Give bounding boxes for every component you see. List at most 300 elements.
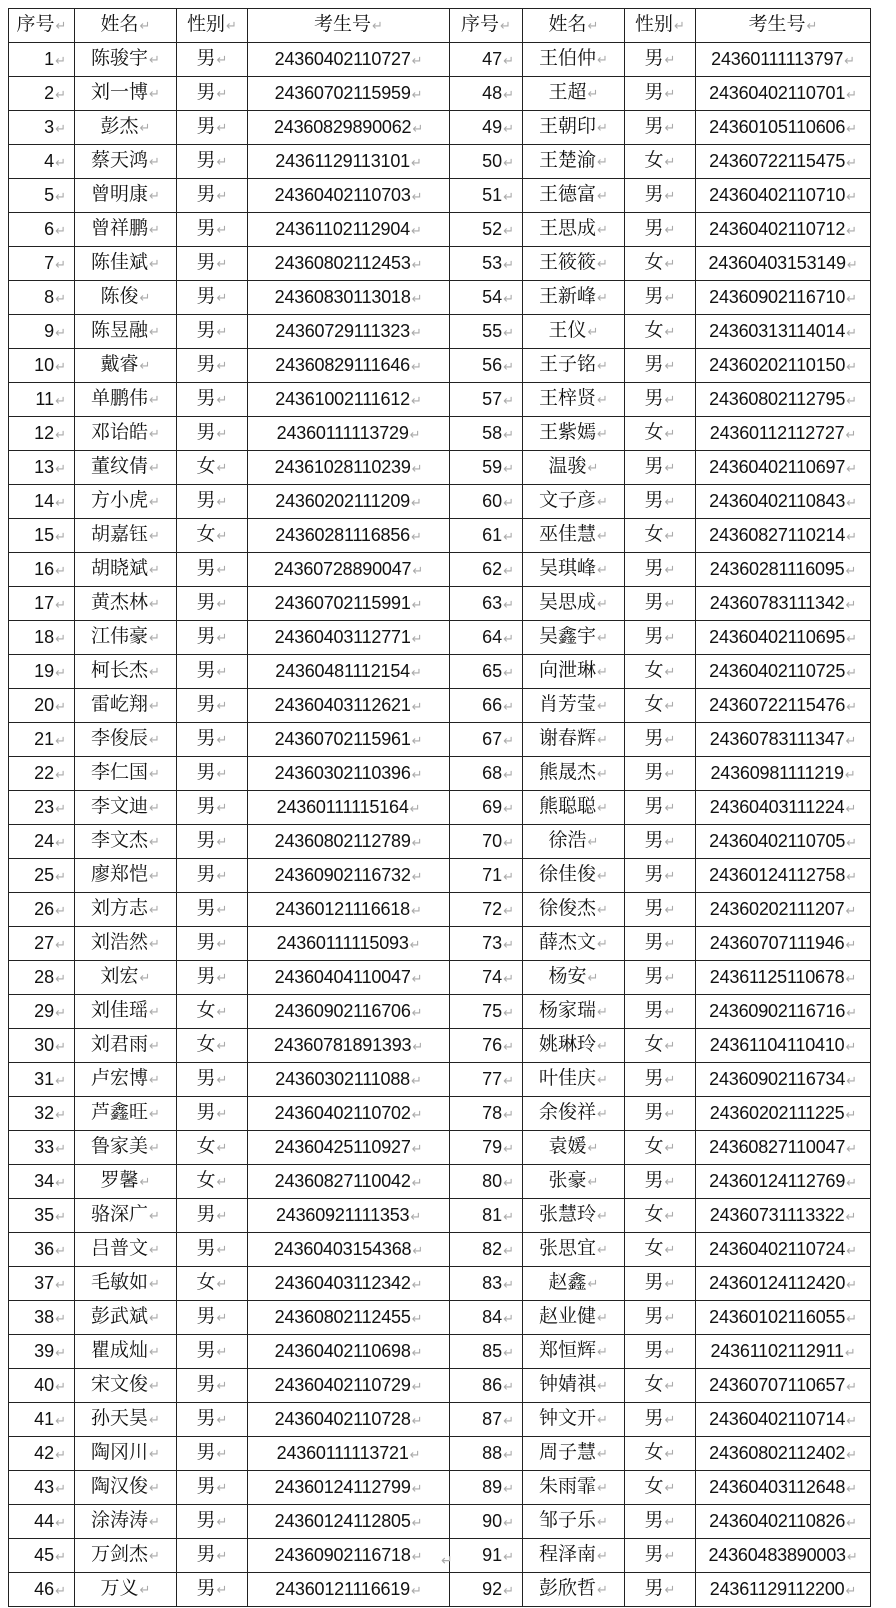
seq-cell xyxy=(450,1437,523,1471)
paragraph-mark-icon: ↵ xyxy=(216,733,228,748)
paragraph-mark-icon: ↵ xyxy=(216,325,228,340)
name-cell xyxy=(75,553,177,587)
paragraph-mark-icon: ↵ xyxy=(55,902,66,918)
exam-id-cell xyxy=(248,1233,450,1267)
exam-id-cell xyxy=(248,315,450,349)
seq-cell xyxy=(450,111,523,145)
table-row xyxy=(9,1267,871,1301)
cell-text: 87 xyxy=(482,1408,503,1429)
paragraph-mark-icon: ↵ xyxy=(846,1310,857,1326)
paragraph-mark-icon: ↵ xyxy=(846,1480,857,1496)
gender-cell xyxy=(177,145,248,179)
cell-text: 彭欣哲 xyxy=(539,1577,597,1599)
seq-cell xyxy=(450,1471,523,1505)
gender-cell xyxy=(625,825,696,859)
cell-text: 男 xyxy=(196,1305,216,1327)
paragraph-mark-icon: ↵ xyxy=(846,630,857,646)
cell-text: 24360403112621 xyxy=(274,694,411,715)
cell-text: 男 xyxy=(196,285,216,307)
paragraph-mark-icon: ↵ xyxy=(503,426,514,442)
gender-cell xyxy=(625,519,696,553)
paragraph-mark-icon: ↵ xyxy=(503,392,514,408)
cell-text: 王筱筱 xyxy=(539,251,597,273)
paragraph-mark-icon: ↵ xyxy=(216,563,228,578)
exam-id-cell xyxy=(248,1063,450,1097)
gender-cell xyxy=(625,553,696,587)
seq-cell xyxy=(450,213,523,247)
gender-cell xyxy=(625,1267,696,1301)
cell-text: 男 xyxy=(196,1373,216,1395)
cell-text: 24360829111646 xyxy=(275,354,410,375)
header-cell xyxy=(177,9,248,43)
table-row xyxy=(9,1131,871,1165)
paragraph-mark-icon: ↵ xyxy=(216,835,228,850)
cell-text: 24360402110826 xyxy=(709,1510,846,1531)
cell-text: 男 xyxy=(644,489,664,511)
cell-text: 王思成 xyxy=(539,217,597,239)
cell-text: 男 xyxy=(196,319,216,341)
seq-cell xyxy=(9,349,75,383)
gender-cell xyxy=(625,961,696,995)
cell-text: 刘一博 xyxy=(91,81,149,103)
gender-cell xyxy=(625,1539,696,1573)
cell-text: 男 xyxy=(196,1543,216,1565)
name-cell xyxy=(523,77,625,111)
table-row xyxy=(9,315,871,349)
paragraph-mark-icon: ↵ xyxy=(845,800,857,816)
gender-cell xyxy=(625,349,696,383)
cell-text: 男 xyxy=(196,829,216,851)
paragraph-mark-icon: ↵ xyxy=(503,1038,514,1054)
header-cell xyxy=(248,9,450,43)
paragraph-mark-icon: ↵ xyxy=(845,426,857,442)
cell-text: 24360481112154 xyxy=(275,660,410,681)
gender-cell xyxy=(177,859,248,893)
name-cell xyxy=(75,621,177,655)
gender-cell xyxy=(625,43,696,77)
paragraph-mark-icon: ↵ xyxy=(806,19,818,34)
cell-text: 24360402110728 xyxy=(274,1408,411,1429)
gender-cell xyxy=(177,1301,248,1335)
seq-cell xyxy=(450,587,523,621)
cell-text: 女 xyxy=(196,1271,216,1293)
cell-text: 77 xyxy=(482,1068,503,1089)
paragraph-mark-icon: ↵ xyxy=(411,698,423,714)
paragraph-mark-icon: ↵ xyxy=(664,427,676,442)
cell-text: 刘方志 xyxy=(91,897,149,919)
seq-cell xyxy=(9,417,75,451)
gender-cell xyxy=(177,247,248,281)
cell-text: 75 xyxy=(482,1000,503,1021)
paragraph-mark-icon: ↵ xyxy=(216,1039,228,1054)
seq-cell xyxy=(450,77,523,111)
paragraph-mark-icon: ↵ xyxy=(846,494,857,510)
table-row xyxy=(9,791,871,825)
cell-text: 37 xyxy=(34,1272,55,1293)
paragraph-mark-icon: ↵ xyxy=(149,1447,160,1462)
cell-text: 赵业健 xyxy=(539,1305,597,1327)
paragraph-mark-icon: ↵ xyxy=(55,426,66,442)
cell-text: 89 xyxy=(482,1476,503,1497)
cell-text: 男 xyxy=(644,387,664,409)
paragraph-mark-icon: ↵ xyxy=(503,1208,514,1224)
table-row xyxy=(9,995,871,1029)
paragraph-mark-icon: ↵ xyxy=(846,1514,857,1530)
paragraph-mark-icon: ↵ xyxy=(149,563,160,578)
seq-cell xyxy=(9,77,75,111)
cell-text: 6 xyxy=(44,218,55,239)
table-row xyxy=(9,1505,871,1539)
table-row xyxy=(9,247,871,281)
paragraph-mark-icon: ↵ xyxy=(664,257,676,272)
paragraph-mark-icon: ↵ xyxy=(664,971,676,986)
name-cell xyxy=(75,1301,177,1335)
gender-cell xyxy=(177,1131,248,1165)
paragraph-mark-icon: ↵ xyxy=(664,325,676,340)
seq-cell xyxy=(9,689,75,723)
paragraph-mark-icon: ↵ xyxy=(411,86,423,102)
cell-text: 24360105110606 xyxy=(709,116,846,137)
paragraph-mark-icon: ↵ xyxy=(503,1378,514,1394)
cell-text: 91 xyxy=(482,1544,503,1565)
paragraph-mark-icon: ↵ xyxy=(597,393,608,408)
paragraph-mark-icon: ↵ xyxy=(597,1481,608,1496)
cell-text: 男 xyxy=(196,1339,216,1361)
paragraph-mark-icon: ↵ xyxy=(149,1345,160,1360)
exam-id-cell xyxy=(248,1573,450,1607)
cell-text: 27 xyxy=(34,932,55,953)
cell-text: 男 xyxy=(196,761,216,783)
seq-cell xyxy=(450,247,523,281)
cell-text: 24360403111224 xyxy=(709,796,845,817)
name-cell xyxy=(523,1199,625,1233)
cell-text: 男 xyxy=(644,1577,664,1599)
gender-cell xyxy=(177,1267,248,1301)
cell-text: 男 xyxy=(196,81,216,103)
gender-cell xyxy=(177,519,248,553)
paragraph-mark-icon: ↵ xyxy=(412,120,424,136)
cell-text: 24360902116734 xyxy=(709,1068,846,1089)
paragraph-mark-icon: ↵ xyxy=(597,1549,608,1564)
paragraph-mark-icon: ↵ xyxy=(149,903,160,918)
cell-text: 60 xyxy=(482,490,503,511)
paragraph-mark-icon: ↵ xyxy=(149,427,160,442)
paragraph-mark-icon: ↵ xyxy=(597,1447,608,1462)
cell-text: 女 xyxy=(644,1135,664,1157)
name-cell xyxy=(523,247,625,281)
cell-text: 男 xyxy=(196,625,216,647)
paragraph-mark-icon: ↵ xyxy=(503,52,514,68)
paragraph-mark-icon: ↵ xyxy=(55,970,66,986)
name-cell xyxy=(523,961,625,995)
name-cell xyxy=(75,859,177,893)
paragraph-mark-icon: ↵ xyxy=(216,665,228,680)
cell-text: 24360402110725 xyxy=(709,660,846,681)
name-cell xyxy=(75,1233,177,1267)
table-row xyxy=(9,1029,871,1063)
paragraph-mark-icon: ↵ xyxy=(55,52,66,68)
paragraph-mark-icon: ↵ xyxy=(216,1379,228,1394)
seq-cell xyxy=(450,1403,523,1437)
seq-cell xyxy=(9,1233,75,1267)
exam-id-cell xyxy=(248,723,450,757)
paragraph-mark-icon: ↵ xyxy=(503,1140,514,1156)
header-cell xyxy=(9,9,75,43)
paragraph-mark-icon: ↵ xyxy=(139,291,151,306)
cell-text: 49 xyxy=(482,116,503,137)
name-cell xyxy=(523,1471,625,1505)
paragraph-mark-icon: ↵ xyxy=(410,1582,422,1598)
gender-cell xyxy=(177,111,248,145)
name-cell xyxy=(523,519,625,553)
seq-cell xyxy=(9,927,75,961)
gender-cell xyxy=(177,1539,248,1573)
paragraph-mark-icon: ↵ xyxy=(149,835,160,850)
cell-text: 男 xyxy=(644,285,664,307)
cell-text: 女 xyxy=(644,659,664,681)
cell-text: 万义 xyxy=(100,1577,139,1599)
gender-cell xyxy=(177,349,248,383)
header-label: 考生号 xyxy=(314,13,372,35)
seq-cell xyxy=(9,1029,75,1063)
paragraph-mark-icon: ↵ xyxy=(597,869,608,884)
table-row xyxy=(9,587,871,621)
seq-cell xyxy=(9,1403,75,1437)
cell-text: 薛杰文 xyxy=(539,931,597,953)
paragraph-mark-icon: ↵ xyxy=(55,1140,66,1156)
paragraph-mark-icon: ↵ xyxy=(664,393,676,408)
cell-text: 24360902116710 xyxy=(709,286,846,307)
seq-cell xyxy=(450,1539,523,1573)
cell-text: 25 xyxy=(34,864,55,885)
paragraph-mark-icon: ↵ xyxy=(664,699,676,714)
cell-text: 86 xyxy=(482,1374,503,1395)
cell-text: 董纹倩 xyxy=(91,455,149,477)
cell-text: 36 xyxy=(34,1238,55,1259)
gender-cell xyxy=(625,179,696,213)
table-row xyxy=(9,893,871,927)
cell-text: 男 xyxy=(196,251,216,273)
paragraph-mark-icon: ↵ xyxy=(503,1548,514,1564)
paragraph-mark-icon: ↵ xyxy=(410,1208,422,1224)
paragraph-mark-icon: ↵ xyxy=(55,1106,66,1122)
paragraph-mark-icon: ↵ xyxy=(55,562,66,578)
paragraph-mark-icon: ↵ xyxy=(410,528,422,544)
paragraph-mark-icon: ↵ xyxy=(149,53,160,68)
seq-cell xyxy=(9,315,75,349)
cell-text: 柯长杰 xyxy=(91,659,149,681)
student-list-table xyxy=(8,8,871,1607)
paragraph-mark-icon: ↵ xyxy=(846,256,858,272)
cell-text: 巫佳慧 xyxy=(539,523,597,545)
exam-id-cell xyxy=(248,927,450,961)
cell-text: 24360402110705 xyxy=(709,830,846,851)
cell-text: 男 xyxy=(644,1169,664,1191)
cell-text: 2 xyxy=(44,82,55,103)
cell-text: 88 xyxy=(482,1442,503,1463)
cell-text: 32 xyxy=(34,1102,55,1123)
name-cell xyxy=(523,825,625,859)
paragraph-mark-icon: ↵ xyxy=(503,664,514,680)
name-cell xyxy=(523,43,625,77)
paragraph-mark-icon: ↵ xyxy=(597,121,608,136)
gender-cell xyxy=(625,1301,696,1335)
cell-text: 男 xyxy=(196,421,216,443)
gender-cell xyxy=(177,1369,248,1403)
paragraph-mark-icon: ↵ xyxy=(55,1582,66,1598)
cell-text: 24360111113797 xyxy=(711,48,844,69)
gender-cell xyxy=(177,451,248,485)
exam-id-cell xyxy=(696,145,871,179)
paragraph-mark-icon: ↵ xyxy=(845,970,857,986)
paragraph-mark-icon: ↵ xyxy=(503,154,514,170)
name-cell xyxy=(75,1063,177,1097)
cell-text: 24360781891393 xyxy=(273,1034,412,1055)
table-row xyxy=(9,1199,871,1233)
paragraph-mark-icon: ↵ xyxy=(587,835,599,850)
exam-id-cell xyxy=(248,961,450,995)
name-cell xyxy=(523,1301,625,1335)
name-cell xyxy=(523,1029,625,1063)
seq-cell xyxy=(450,961,523,995)
paragraph-mark-icon: ↵ xyxy=(216,869,228,884)
seq-cell xyxy=(450,791,523,825)
cell-text: 王新峰 xyxy=(539,285,597,307)
name-cell xyxy=(523,451,625,485)
cell-text: 24360802112789 xyxy=(274,830,411,851)
name-cell xyxy=(75,1471,177,1505)
cell-text: 24360802112453 xyxy=(274,252,411,273)
cell-text: 王紫嫣 xyxy=(539,421,597,443)
cell-text: 1 xyxy=(44,48,55,69)
paragraph-mark-icon: ↵ xyxy=(846,528,857,544)
cell-text: 吴琪峰 xyxy=(539,557,597,579)
seq-cell xyxy=(450,145,523,179)
cell-text: 徐佳俊 xyxy=(539,863,597,885)
paragraph-mark-icon: ↵ xyxy=(149,631,160,646)
cell-text: 24360281116856 xyxy=(275,524,410,545)
cell-text: 男 xyxy=(644,829,664,851)
table-row xyxy=(9,825,871,859)
seq-cell xyxy=(9,179,75,213)
cell-text: 文子彦 xyxy=(539,489,597,511)
paragraph-mark-icon: ↵ xyxy=(597,427,608,442)
cell-text: 男 xyxy=(196,931,216,953)
paragraph-mark-icon: ↵ xyxy=(149,597,160,612)
name-cell xyxy=(523,1233,625,1267)
cell-text: 45 xyxy=(34,1544,55,1565)
paragraph-mark-icon: ↵ xyxy=(410,902,422,918)
cell-text: 24360830113018 xyxy=(274,286,411,307)
paragraph-mark-icon: ↵ xyxy=(412,1242,424,1258)
name-cell xyxy=(523,145,625,179)
exam-id-cell xyxy=(696,757,871,791)
cell-text: 19 xyxy=(34,660,55,681)
exam-id-cell xyxy=(696,417,871,451)
gender-cell xyxy=(177,961,248,995)
gender-cell xyxy=(625,1063,696,1097)
paragraph-mark-icon: ↵ xyxy=(503,698,514,714)
cell-text: 王朝印 xyxy=(539,115,597,137)
cell-text: 男 xyxy=(196,795,216,817)
cell-text: 男 xyxy=(196,183,216,205)
paragraph-mark-icon: ↵ xyxy=(664,87,676,102)
paragraph-mark-icon: ↵ xyxy=(845,732,857,748)
paragraph-mark-icon: ↵ xyxy=(139,121,151,136)
paragraph-mark-icon: ↵ xyxy=(597,155,608,170)
paragraph-mark-icon: ↵ xyxy=(149,1311,160,1326)
paragraph-mark-icon: ↵ xyxy=(846,86,857,102)
paragraph-mark-icon: ↵ xyxy=(597,801,608,816)
paragraph-mark-icon: ↵ xyxy=(216,1583,228,1598)
seq-cell xyxy=(9,1573,75,1607)
paragraph-mark-icon: ↵ xyxy=(410,1072,422,1088)
cell-text: 24360404110047 xyxy=(274,966,411,987)
cell-text: 王德富 xyxy=(539,183,597,205)
name-cell xyxy=(75,1165,177,1199)
cell-text: 92 xyxy=(482,1578,503,1599)
cell-text: 陈骏宇 xyxy=(91,47,149,69)
paragraph-mark-icon: ↵ xyxy=(55,596,66,612)
seq-cell xyxy=(450,1029,523,1063)
cell-text: 男 xyxy=(644,1101,664,1123)
gender-cell xyxy=(625,1097,696,1131)
cell-text: 曾明康 xyxy=(91,183,149,205)
cell-text: 24360111115093 xyxy=(276,932,409,953)
seq-cell xyxy=(450,1573,523,1607)
cell-text: 戴睿 xyxy=(100,353,139,375)
seq-cell xyxy=(9,213,75,247)
cell-text: 余俊祥 xyxy=(539,1101,597,1123)
cell-text: 女 xyxy=(196,1135,216,1157)
cell-text: 男 xyxy=(644,1067,664,1089)
cell-text: 63 xyxy=(482,592,503,613)
table-row xyxy=(9,1301,871,1335)
seq-cell xyxy=(450,859,523,893)
seq-cell xyxy=(9,145,75,179)
name-cell xyxy=(523,179,625,213)
paragraph-mark-icon: ↵ xyxy=(846,1276,857,1292)
paragraph-mark-icon: ↵ xyxy=(139,359,151,374)
seq-cell xyxy=(450,315,523,349)
seq-cell xyxy=(450,1335,523,1369)
seq-cell xyxy=(450,1131,523,1165)
paragraph-mark-icon: ↵ xyxy=(664,189,676,204)
paragraph-mark-icon: ↵ xyxy=(216,495,228,510)
paragraph-mark-icon: ↵ xyxy=(664,1175,676,1190)
cell-text: 24360402110710 xyxy=(709,184,846,205)
paragraph-mark-icon: ↵ xyxy=(846,460,857,476)
paragraph-mark-icon: ↵ xyxy=(411,1514,423,1530)
header-label: 序号 xyxy=(16,13,55,35)
paragraph-mark-icon: ↵ xyxy=(411,834,423,850)
name-cell xyxy=(523,1403,625,1437)
paragraph-mark-icon: ↵ xyxy=(597,903,608,918)
cell-text: 赵鑫 xyxy=(548,1271,587,1293)
cell-text: 钟婧祺 xyxy=(539,1373,597,1395)
seq-cell xyxy=(9,723,75,757)
cell-text: 男 xyxy=(196,1237,216,1259)
cell-text: 24360403154368 xyxy=(273,1238,412,1259)
paragraph-mark-icon: ↵ xyxy=(503,1344,514,1360)
paragraph-mark-icon: ↵ xyxy=(844,1344,856,1360)
name-cell xyxy=(523,995,625,1029)
cell-text: 22 xyxy=(34,762,55,783)
paragraph-mark-icon: ↵ xyxy=(216,1243,228,1258)
cell-text: 杨安 xyxy=(548,965,587,987)
seq-cell xyxy=(450,519,523,553)
header-row xyxy=(9,9,871,43)
